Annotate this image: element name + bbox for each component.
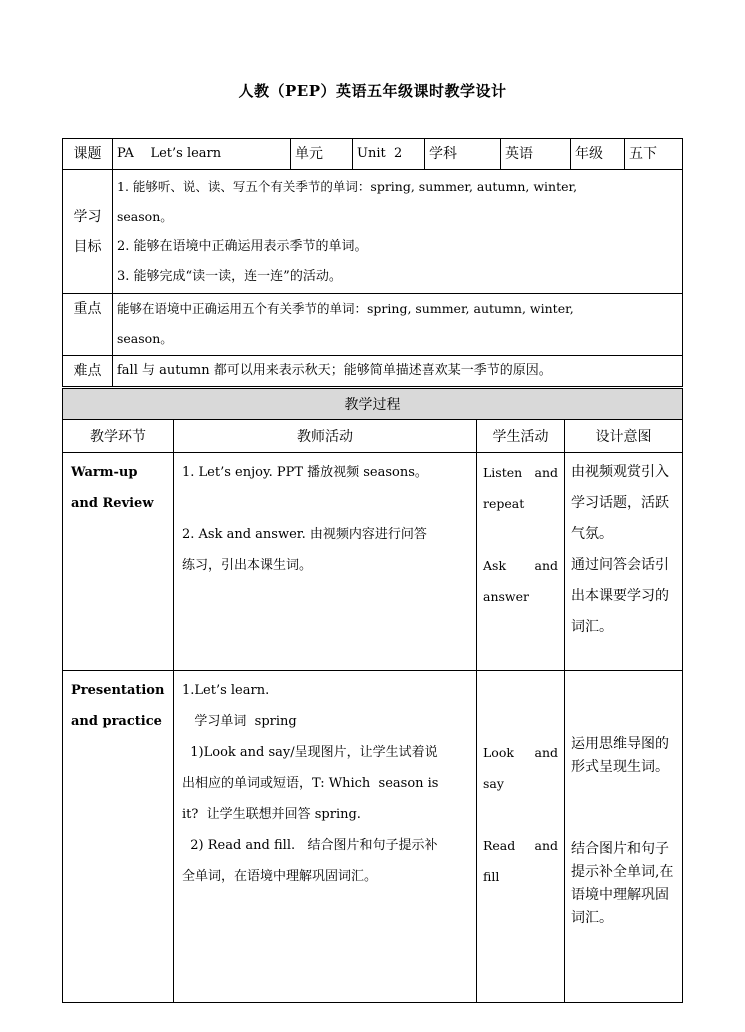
student-line <box>483 519 558 550</box>
stage-line: and Review <box>71 496 154 511</box>
difficulty-content: fall 与 autumn 都可以用来表示秋天；能够简单描述喜欢某一季节的原因。 <box>113 356 683 387</box>
unit-value: Unit 2 <box>353 139 425 170</box>
design-line: 由视频观赏引入学习话题，活跃气氛。 <box>571 464 669 542</box>
teacher-activity-cell <box>174 671 477 1003</box>
header-design: 设计意图 <box>565 420 683 453</box>
student-activity-cell <box>477 453 565 671</box>
teacher-line: 出相应的单词或短语，T: Which season is <box>182 776 439 791</box>
teacher-line: 全单词，在语境中理解巩固词汇。 <box>182 869 378 884</box>
objective-line: 1. 能够听、说、读、写五个有关季节的单词：spring, summer, autumn, winter, <box>117 179 578 194</box>
difficulty-label: 难点 <box>63 356 113 387</box>
teacher-line <box>182 488 468 519</box>
table-row <box>63 671 683 1003</box>
subject-value: 英语 <box>501 139 571 170</box>
student-activity-cell <box>477 671 565 1003</box>
objectives-label <box>63 170 113 294</box>
stage-cell <box>63 453 174 671</box>
header-stage: 教学环节 <box>63 420 174 453</box>
key-point-content <box>113 294 683 356</box>
stage-line: and practice <box>71 714 162 729</box>
objectives-content <box>113 170 683 294</box>
key-point-line: 能够在语境中正确运用五个有关季节的单词：spring, summer, autumn, winter, <box>117 301 574 316</box>
stage-cell <box>63 671 174 1003</box>
teacher-line: 学习单词 spring <box>182 714 297 729</box>
table-row <box>63 453 683 671</box>
grade-label: 年级 <box>571 139 625 170</box>
objectives-label-line: 目标 <box>73 238 102 255</box>
objective-line: 2. 能够在语境中正确运用表示季节的单词。 <box>117 239 368 254</box>
design-line: 运用思维导图的形式呈现生词。 <box>571 736 669 775</box>
document-title: 人教（PEP）英语五年级课时教学设计 <box>238 82 507 100</box>
design-line: 通过问答会话引出本课要学习的词汇。 <box>571 557 669 635</box>
topic-label: 课题 <box>63 139 113 170</box>
student-line <box>483 706 558 737</box>
teacher-activity-cell <box>174 453 477 671</box>
student-line: Read and <box>483 838 558 853</box>
student-line: Ask and <box>483 558 558 573</box>
objectives-label-line: 学习 <box>73 208 102 225</box>
header-student: 学生活动 <box>477 420 565 453</box>
process-band: 教学过程 <box>63 389 683 420</box>
stage-line: Presentation <box>71 683 165 698</box>
teacher-line: 1.Let’s learn. <box>182 683 270 698</box>
header-teacher: 教师活动 <box>174 420 477 453</box>
stage-line: Warm-up <box>71 465 138 480</box>
teacher-line: 练习，引出本课生词。 <box>182 558 313 573</box>
subject-label: 学科 <box>425 139 501 170</box>
unit-label: 单元 <box>291 139 353 170</box>
student-line: repeat <box>483 496 525 511</box>
teaching-process-table <box>62 388 683 1003</box>
student-line: Look and <box>483 745 558 760</box>
student-line: answer <box>483 589 529 604</box>
key-point-line: season。 <box>117 331 173 346</box>
topic-value: PA Let’s learn <box>113 139 291 170</box>
student-line: say <box>483 776 504 791</box>
key-point-label: 重点 <box>63 294 113 356</box>
student-line: Listen and <box>483 465 558 480</box>
objective-line: season。 <box>117 209 173 224</box>
design-intent-cell <box>565 671 683 1003</box>
teacher-line: 2. Ask and answer. 由视频内容进行问答 <box>182 527 427 542</box>
teacher-line: 1. Let’s enjoy. PPT 播放视频 seasons。 <box>182 465 428 480</box>
teacher-line: it? 让学生联想并回答 spring. <box>182 807 361 822</box>
teacher-line: 1)Look and say/呈现图片，让学生试着说 <box>182 745 438 760</box>
design-line: 结合图片和句子提示补全单词,在语境中理解巩固词汇。 <box>571 841 674 926</box>
design-intent-cell <box>565 453 683 671</box>
objective-line: 3. 能够完成“读一读，连一连”的活动。 <box>117 269 342 284</box>
student-line: fill <box>483 869 500 884</box>
teacher-line: 2) Read and fill. 结合图片和句子提示补 <box>182 838 438 853</box>
student-line <box>483 675 558 706</box>
grade-value: 五下 <box>625 139 683 170</box>
lesson-info-table <box>62 138 683 387</box>
student-line <box>483 799 558 830</box>
